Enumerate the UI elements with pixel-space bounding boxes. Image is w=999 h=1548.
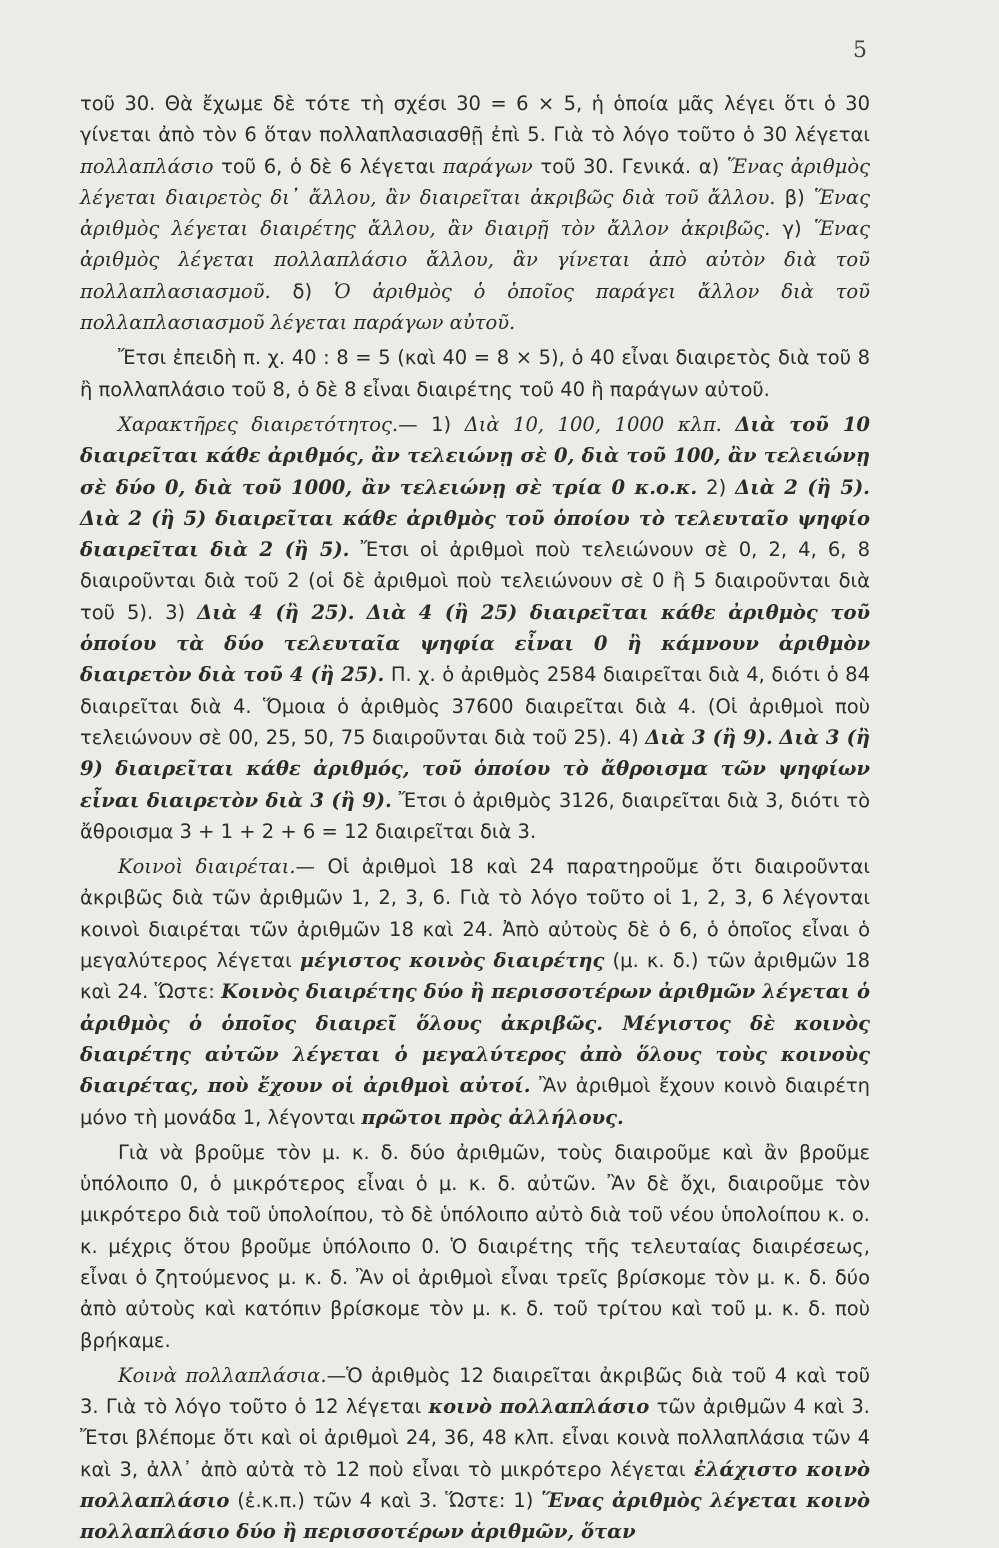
italic-phrase: Ὁ ἀριθμὸς ὁ ὁποῖος παράγει ἄλλον διὰ τοῦ πολλαπλασιασμοῦ λέγεται παράγων αὐτοῦ. <box>80 279 871 335</box>
page-body-text <box>80 88 870 1548</box>
italic-phrase: παράγων <box>442 154 533 178</box>
text-run: β) <box>775 185 814 209</box>
bold-italic-phrase: ἐλάχιστο κοινὸ πολλαπλάσιο <box>80 1457 870 1513</box>
text-run: Γιὰ νὰ βροῦμε τὸν μ. κ. δ. δύο ἀριθμῶν, τοὺς διαιροῦμε καὶ ἂν βροῦμε ὑπόλοιπο 0, ὁ μικρότερος εἶναι ὁ μ. κ. δ. αὐτῶν. Ἂν δὲ ὄχι, διαιροῦμε τὸν μικρότερο διὰ τοῦ ὑπολοίπου, τὸ δὲ ὑπόλοιπο αὐτὸ διὰ τοῦ νέου ὑπολοίπου κ. ο. κ. μέχρις ὅτου βροῦμε ὑπόλοιπο 0. Ὁ διαιρέτης τῆς τελευταίας διαιρέσεως, εἶναι ὁ ζητούμενος μ. κ. δ. Ἂν οἱ ἀριθμοὶ εἶναι τρεῖς βρίσκομε τὸν μ. κ. δ. δύο ἀπὸ αὐτοὺς καὶ κατόπιν βρίσκομε τὸν μ. κ. δ. τοῦ τρίτου καὶ τοῦ μ. κ. δ. ποὺ βρήκαμε. <box>80 1140 870 1352</box>
italic-phrase: Ἕνας ἀριθμὸς λέγεται διαιρετὸς δι᾽ ἄλλου, ἂν διαιρεῖται ἀκριβῶς διὰ τοῦ ἄλλου. <box>80 154 871 209</box>
bold-italic-phrase: Διὰ τοῦ 10 διαιρεῖται κάθε ἀριθμός, ἂν τελειώνῃ σὲ 0, διὰ τοῦ 100, ἂν τελειώνῃ σὲ δύο 0, διὰ τοῦ 1000, ἂν τελειώνῃ σὲ τρία 0 κ.ο.κ. <box>80 412 870 499</box>
text-run: τοῦ 30. Θὰ ἔχωμε δὲ τότε τὴ σχέσι 30 = 6 × 5, ἡ ὁποία μᾶς λέγει ὅτι ὁ 30 γίνεται ἀπὸ τὸν 6 ὅταν πολλαπλασιασθῇ ἐπὶ 5. Γιὰ τὸ λόγο τοῦτο ὁ 30 λέγεται <box>80 92 870 147</box>
italic-phrase: Διὰ 10, 100, 1000 κλπ. <box>464 412 722 436</box>
text-run: Ἔτσι οἱ ἀριθμοὶ ποὺ τελειώνουν σὲ 0, 2, 4, 6, 8 διαιροῦνται διὰ τοῦ 2 (οἱ δὲ ἀριθμοὶ ποὺ τελειώνουν σὲ 0 ἢ 5 διαιροῦνται διὰ τοῦ 5). 3) <box>80 538 870 624</box>
bold-italic-phrase: Διὰ 2 (ἢ 5). <box>735 475 870 499</box>
text-run: τῶν ἀριθμῶν 4 καὶ 3. Ἔτσι βλέπομε ὅτι καὶ οἱ ἀριθμοὶ 24, 36, 48 κλπ. εἶναι κοινὰ πολλαπλάσια τῶν 4 καὶ 3, ἀλλ᾽ ἀπὸ αὐτὰ τὸ 12 ποὺ εἶναι τὸ μικρότερο λέγεται <box>80 1395 870 1481</box>
italic-phrase: Χαρακτῆρες διαιρετότητος. <box>118 412 399 436</box>
paragraph <box>80 851 870 1133</box>
paragraph <box>80 342 870 405</box>
text-run: τοῦ 30. Γενικά. α) <box>532 154 727 178</box>
paragraph <box>80 88 870 338</box>
text-run: Ἔτσι ὁ ἀριθμὸς 3126, διαιρεῖται διὰ 3, διότι τὸ ἄθροισμα 3 + 1 + 2 + 6 = 12 διαιρεῖται διὰ 3. <box>80 788 870 843</box>
text-run: Ἂν ἀριθμοὶ ἔχουν κοινὸ διαιρέτη μόνο τὴ μονάδα 1, λέγονται <box>80 1074 870 1129</box>
italic-phrase: Κοινὰ πολλαπλάσια. <box>118 1363 327 1387</box>
bold-italic-phrase: Διὰ 3 (ἢ 9) διαιρεῖται κάθε ἀριθμός, τοῦ ὁποίου τὸ ἄθροισμα τῶν ψηφίων εἶναι διαιρετὸν διὰ 3 (ἢ 9). <box>80 725 870 812</box>
italic-phrase: Κοινοὶ διαιρέται. <box>118 855 296 879</box>
paragraph <box>80 409 870 847</box>
text-run: — 1) <box>398 412 465 436</box>
text-run: Π. χ. ὁ ἀριθμὸς 2584 διαιρεῖται διὰ 4, διότι ὁ 84 διαιρεῖται διὰ 4. Ὅμοια ὁ ἀριθμὸς 37600 διαιρεῖται διὰ 4. (Οἱ ἀριθμοὶ ποὺ τελειώνουν σὲ 00, 25, 50, 75 διαιροῦνται διὰ τοῦ 25). 4) <box>80 663 870 749</box>
italic-phrase: πολλαπλάσιο <box>80 154 214 178</box>
bold-italic-phrase: Διὰ 2 (ἢ 5) διαιρεῖται κάθε ἀριθμὸς τοῦ ὁποίου τὸ τελευταῖο ψηφίο διαιρεῖται διὰ 2 (ἢ 5). <box>80 506 870 562</box>
bold-italic-phrase: μέγιστος κοινὸς διαιρέτης <box>299 949 605 973</box>
bold-italic-phrase: Διὰ 4 (ἢ 25). <box>197 600 355 624</box>
text-run: Ἔτσι ἐπειδὴ π. χ. 40 : 8 = 5 (καὶ 40 = 8 × 5), ὁ 40 εἶναι διαιρετὸς διὰ τοῦ 8 ἢ πολλαπλάσιο τοῦ 8, ὁ δὲ 8 εἶναι διαιρέτης τοῦ 40 ἢ παράγων αὐτοῦ. <box>80 346 870 401</box>
text-run <box>355 601 367 624</box>
bold-italic-phrase: κοινὸ πολλαπλάσιο <box>428 1395 650 1419</box>
text-run: 2) <box>697 475 736 499</box>
text-run: (ἐ.κ.π.) τῶν 4 καὶ 3. Ὥστε: 1) <box>229 1489 542 1513</box>
text-run: — Οἱ ἀριθμοὶ 18 καὶ 24 παρατηροῦμε ὅτι διαιροῦνται ἀκριβῶς διὰ τῶν ἀριθμῶν 1, 2, 3, 6. Γιὰ τὸ λόγο τοῦτο οἱ 1, 2, 3, 6 λέγονται κοινοὶ διαιρέται τῶν ἀριθμῶν 18 καὶ 24. Ἀπὸ αὐτοὺς δὲ ὁ 6, ὁ ὁποῖος εἶναι ὁ μεγαλύτερος λέγεται <box>80 855 870 973</box>
bold-italic-phrase: Διὰ 4 (ἢ 25) διαιρεῖται κάθε ἀριθμὸς τοῦ ὁποίου τὰ δύο τελευταῖα ψηφία εἶναι 0 ἢ κάμνουν ἀριθμὸν διαιρετὸν διὰ τοῦ 4 (ἢ 25). <box>80 600 871 687</box>
text-run: —Ὁ ἀριθμὸς 12 διαιρεῖται ἀκριβῶς διὰ τοῦ 4 καὶ τοῦ 3. Γιὰ τὸ λόγο τοῦτο ὁ 12 λέγεται <box>80 1363 870 1419</box>
bold-italic-phrase: πρῶτοι πρὸς ἀλλήλους. <box>361 1105 624 1129</box>
text-run <box>722 413 736 436</box>
bold-italic-phrase: Διὰ 3 (ἢ 9). <box>645 725 773 749</box>
bold-italic-phrase: Ἕνας ἀριθμὸς λέγεται κοινὸ πολλαπλάσιο δύο ἢ περισσοτέρων ἀριθμῶν, ὅταν <box>80 1489 870 1544</box>
paragraph <box>80 1360 870 1548</box>
italic-phrase: Ἕνας ἀριθμὸς λέγεται πολλαπλάσιο ἄλλου, ἂν γίνεται ἀπὸ αὐτὸν διὰ τοῦ πολλαπλασιασμοῦ. <box>80 217 870 303</box>
text-run: (μ. κ. δ.) τῶν ἀριθμῶν 18 καὶ 24. Ὥστε: <box>80 949 870 1004</box>
page-number: 5 <box>853 38 867 63</box>
text-run: τοῦ 6, ὁ δὲ 6 λέγεται <box>213 154 443 178</box>
text-run: δ) <box>270 279 334 303</box>
paragraph <box>80 1137 870 1356</box>
text-run: γ) <box>770 217 814 241</box>
italic-phrase: Ἕνας ἀριθμὸς λέγεται διαιρέτης ἄλλου, ἂν διαιρῇ τὸν ἄλλον ἀκριβῶς. <box>80 185 870 241</box>
bold-italic-phrase: Κοινὸς διαιρέτης δύο ἢ περισσοτέρων ἀριθμῶν λέγεται ὁ ἀριθμὸς ὁ ὁποῖος διαιρεῖ ὅλους ἀκριβῶς. Μέγιστος δὲ κοινὸς διαιρέτης αὐτῶν λέγεται ὁ μεγαλύτερος ἀπὸ ὅλους τοὺς κοινοὺς διαιρέτας, ποὺ ἔχουν οἱ ἀριθμοὶ αὐτοί. <box>80 980 870 1098</box>
